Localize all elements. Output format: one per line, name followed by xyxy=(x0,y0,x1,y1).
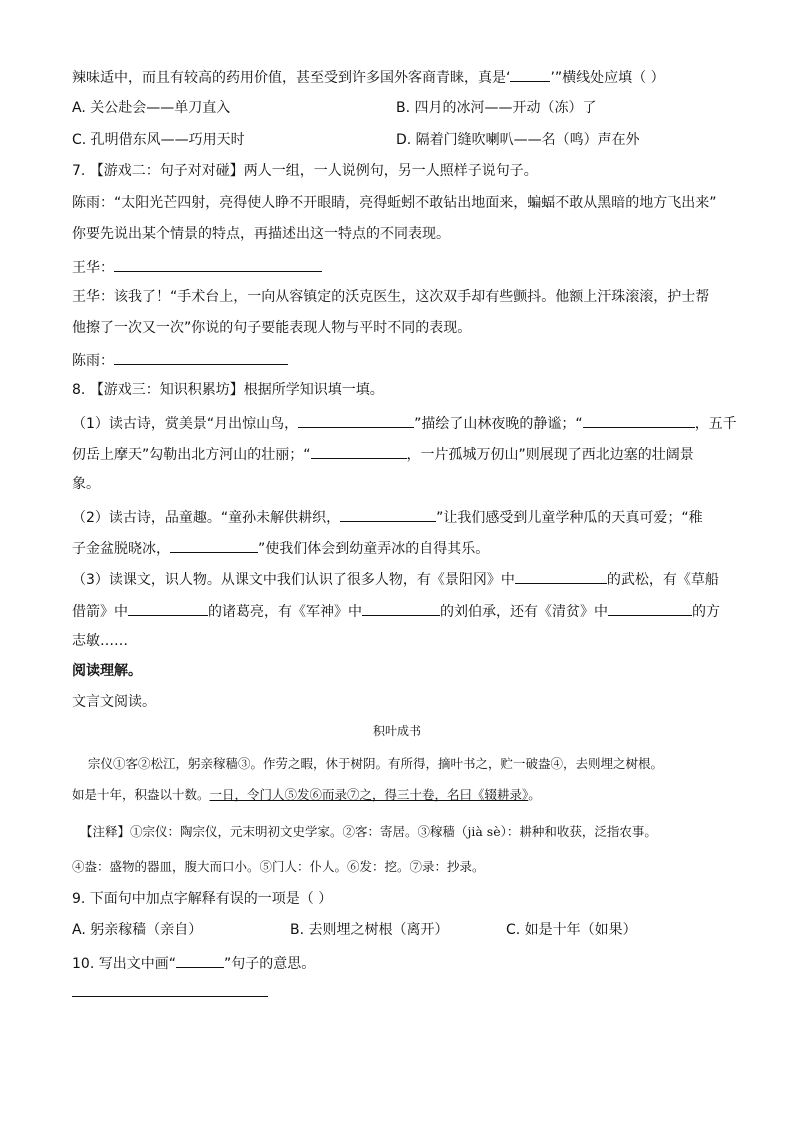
q8-p2-text-c: 子金盆脱晓冰， xyxy=(72,541,170,557)
q7-wanghua-answer-row xyxy=(72,256,322,278)
q6-stem-part-b: ’”横线处应填（ ） xyxy=(550,70,665,86)
q6-stem xyxy=(72,66,665,88)
q8-part3-line-2 xyxy=(72,600,720,622)
q8-p3-text-f: 的方 xyxy=(692,604,720,620)
q8-p3-text-d: 的诸葛亮，有《军神》中 xyxy=(208,604,362,620)
q10-answer-line[interactable] xyxy=(72,996,268,997)
q7-chenyu-line-1: 陈雨：“太阳光芒四射，亮得使人睁不开眼睛，亮得蚯蚓不敢钻出地面来，蝙蝠不敢从黑暗的地方飞出来” xyxy=(72,195,717,211)
q8-part2-line-1 xyxy=(72,506,703,528)
q8-part1-line-3: 象。 xyxy=(72,476,100,492)
q9-option-a[interactable]: A. 躬亲稼穑（亲自） xyxy=(72,922,203,938)
q8-p1-text-b: ”描绘了山林夜晚的静谧；“ xyxy=(414,416,583,432)
q8-part1-line-1 xyxy=(72,412,737,434)
q10-stem-part-b: ”句子的意思。 xyxy=(223,956,316,972)
q8-part3-line-1 xyxy=(72,568,719,590)
q9-option-c[interactable]: C. 如是十年（如果） xyxy=(506,922,637,938)
reading-subtitle: 文言文阅读。 xyxy=(72,694,156,710)
q8-part3-line-3: 志敏…… xyxy=(72,633,128,649)
q8-p3-blank-4[interactable] xyxy=(608,600,692,616)
passage-line-2 xyxy=(72,785,541,805)
reading-section-title: 阅读理解。 xyxy=(72,663,142,679)
q8-p3-text-c: 借箭》中 xyxy=(72,604,128,620)
q8-p1-text-d: 仞岳上摩天”勾勒出北方河山的壮丽；“ xyxy=(72,447,311,463)
q8-p2-text-a: （2）读古诗，品童趣。“童孙未解供耕织， xyxy=(72,510,341,526)
q6-option-b[interactable]: B. 四月的冰河——开动（冻）了 xyxy=(396,100,597,116)
q7-wanghua-line-2: 他擦了一次又一次”你说的句子要能表现人物与平时不同的表现。 xyxy=(72,320,472,336)
q8-part2-line-2 xyxy=(72,537,489,559)
q6-stem-part-a: 辣味适中，而且有较高的药用价值，甚至受到许多国外客商青睐，真是‘ xyxy=(72,70,511,86)
q8-p1-blank-3[interactable] xyxy=(311,443,407,459)
q7-chenyu-line-2: 你要先说出某个情景的特点，再描述出这一特点的不同表现。 xyxy=(72,226,450,242)
q8-p2-text-d: ”使我们体会到幼童弄冰的自得其乐。 xyxy=(258,541,490,557)
q8-p3-blank-3[interactable] xyxy=(362,600,440,616)
notes-line-1: 【注释】①宗仪：陶宗仪，元末明初文史学家。②客：寄居。③稼穑（jià sè）：耕种和收获，泛指农事。 xyxy=(80,824,657,839)
q7-chenyu-label: 陈雨： xyxy=(72,353,114,369)
q7-chenyu-blank[interactable] xyxy=(114,349,288,365)
passage-text-plain: 如是十年，积盎以十数。 xyxy=(72,787,210,802)
q7-heading: 7. 【游戏二：句子对对碰】两人一组，一人说例句，另一人照样子说句子。 xyxy=(72,163,538,179)
q8-p1-text-e: ，一片孤城万仞山”则展现了西北边塞的壮阔景 xyxy=(406,447,694,463)
q8-p1-blank-2[interactable] xyxy=(583,412,695,428)
q8-p3-blank-2[interactable] xyxy=(128,600,208,616)
q10-inline-underline xyxy=(176,952,224,968)
q8-p3-text-a: （3）读课文，识人物。从课文中我们认识了很多人物，有《景阳冈》中 xyxy=(72,572,515,588)
q8-p1-blank-1[interactable] xyxy=(298,412,414,428)
passage-underlined-sentence: 一日，令门人⑤发⑥而录⑦之，得三十卷，名曰《辍耕录》 xyxy=(209,787,529,802)
q8-part1-line-2 xyxy=(72,443,694,465)
q9-option-b[interactable]: B. 去则埋之树根（离开） xyxy=(290,922,449,938)
q6-option-a[interactable]: A. 关公赴会——单刀直入 xyxy=(72,100,231,116)
q7-wanghua-line-1: 王华：该我了！“手术台上，一向从容镇定的沃克医生，这次双手却有些颤抖。他额上汗珠滚滚，护士帮 xyxy=(72,289,710,305)
q8-p3-blank-1[interactable] xyxy=(515,568,607,584)
q7-wanghua-label: 王华： xyxy=(72,260,114,276)
q8-p2-blank-1[interactable] xyxy=(340,506,436,522)
notes-line-2: ④盎：盛物的器皿，腹大而口小。⑤门人：仆人。⑥发：挖。⑦录：抄录。 xyxy=(72,859,485,874)
q7-chenyu-answer-row xyxy=(72,349,288,371)
q8-p3-text-b: 的武松，有《草船 xyxy=(606,572,719,588)
q6-option-c[interactable]: C. 孔明借东风——巧用天时 xyxy=(72,132,245,148)
q9-stem: 9. 下面句中加点字解释有误的一项是（ ） xyxy=(72,891,333,907)
q6-blank[interactable] xyxy=(510,66,550,82)
passage-line-1: 宗仪①客②松江，躬亲稼穑③。作劳之暇，休于树阴。有所得，摘叶书之，贮一破盎④，去则埋之树根。 xyxy=(88,756,664,771)
q8-p1-text-a: （1）读古诗，赏美景“月出惊山鸟， xyxy=(72,416,299,432)
q7-wanghua-blank[interactable] xyxy=(114,256,322,272)
passage-text-end: 。 xyxy=(528,787,541,802)
q10-stem xyxy=(72,952,315,974)
q8-p1-text-c: ，五千 xyxy=(694,416,737,432)
q8-heading: 8. 【游戏三：知识积累坊】根据所学知识填一填。 xyxy=(72,382,384,398)
q8-p2-blank-2[interactable] xyxy=(170,537,258,553)
q10-stem-part-a: 10. 写出文中画“ xyxy=(72,956,176,972)
passage-title: 积叶成书 xyxy=(372,724,421,738)
q8-p2-text-b: ”让我们感受到儿童学种瓜的天真可爱；“稚 xyxy=(436,510,703,526)
q8-p3-text-e: 的刘伯承，还有《清贫》中 xyxy=(440,604,608,620)
q6-option-d[interactable]: D. 隔着门缝吹喇叭——名（鸣）声在外 xyxy=(396,132,640,148)
